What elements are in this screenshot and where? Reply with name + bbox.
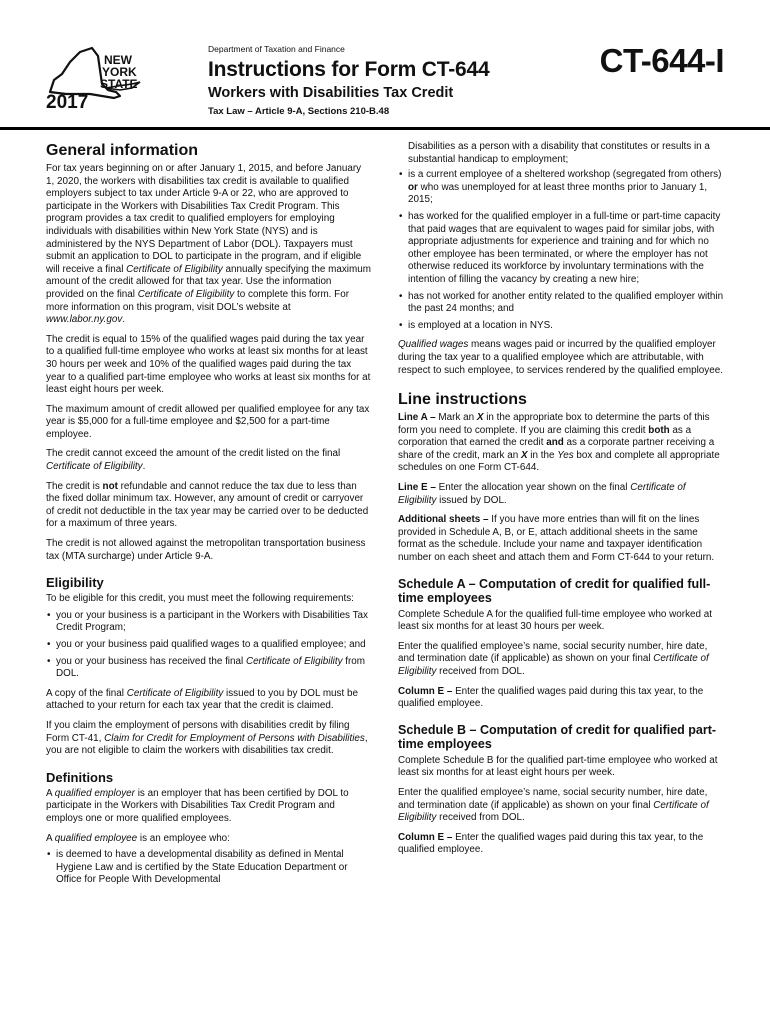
schedule-b-heading: Schedule B – Computation of credit for qualified part-time employees xyxy=(398,722,717,752)
list-item: • has worked for the qualified employer in a full-time or part-time capacity that paid wages that are equivalent to wages paid for similar jobs, with appropriate adjustments for experience and training and for which no other employee has been terminated, or where the employer has not otherwise reduced its workforce by involuntary terminations with the intention of filling the vacancy by creating a new hire; xyxy=(398,211,724,287)
definition-qualified-employee: A qualified employee is an employee who: xyxy=(46,832,230,844)
svg-text:NEW: NEW xyxy=(104,53,132,67)
eligibility-list xyxy=(46,610,372,681)
list-item: • you or your business is a participant in the Workers with Disabilities Tax Credit Program; xyxy=(46,610,372,635)
form-number: CT-644-I xyxy=(599,42,724,79)
eligibility-paragraph-3: If you claim the employment of persons with disabilities credit by filing Form CT-41, Claim for Credit for Employment of Persons with Disabilities, you are not eligible to claim the workers with disabilities tax credit. xyxy=(46,719,368,757)
line-a-instruction: Line A – Mark an X in the appropriate box to determine the parts of this form you need to complete. If you are claiming this credit both as a corporation that earned the credit and as a corporate partner receiving a share of the credit, mark an X in the Yes box and complete all appropriate schedules on one Form CT-644. xyxy=(398,412,720,474)
schedule-b-paragraph-2: Enter the qualified employee’s name, social security number, hire date, and termination date (if applicable) as shown on your final Certificate of Eligibility received from DOL. xyxy=(398,786,709,824)
eligibility-paragraph-2: A copy of the final Certificate of Eligibility issued to you by DOL must be attached to your return for each tax year that the credit is claimed. xyxy=(46,687,358,712)
line-instructions-heading: Line instructions xyxy=(398,391,527,409)
list-item: • you or your business has received the final Certificate of Eligibility from DOL. xyxy=(46,656,372,681)
general-paragraph-6: The credit is not allowed against the metropolitan transportation business tax (MTA surcharge) under Article 9-A. xyxy=(46,538,366,562)
definition-qualified-wages: Qualified wages means wages paid or incurred by the qualified employer during the tax year to a qualified employee which are attributable, with respect to such employee, to services rendered by the qualified employee. xyxy=(398,339,723,376)
general-information-heading: General information xyxy=(46,142,199,159)
page-title: Instructions for Form CT-644 xyxy=(208,58,490,81)
right-column xyxy=(398,141,724,864)
list-item: • has not worked for another entity related to the qualified employer within the past 24 months; and xyxy=(398,291,724,316)
general-paragraph-1: For tax years beginning on or after January 1, 2015, and before January 1, 2020, the workers with disabilities tax credit is available to qualified employers subject to tax under Article 9-A or 22, who are approved to participate in the Workers with Disabilities Tax Credit Program. This program provides a tax credit to qualified employers for employing individuals with disabilities within New York State (NYS) and is administered by the NYS Department of Labor (DOL). Taxpayers must submit an application to DOL to participate in the program, and if eligible will receive a final Certificate of Eligibility annually specifying the maximum amount of the credit allowed for that tax year. Use the information provided on the final Certificate of Eligibility to complete this form. For more information on this program, visit DOL’s website at www.labor.ny.gov. xyxy=(46,163,371,326)
list-item: • is employed at a location in NYS. xyxy=(398,320,724,333)
qualified-employee-list-continued xyxy=(398,169,724,332)
general-paragraph-4: The credit cannot exceed the amount of the credit listed on the final Certificate of Eligibility. xyxy=(46,448,341,473)
schedule-a-heading: Schedule A – Computation of credit for qualified full-time employees xyxy=(398,576,711,606)
list-item: • you or your business paid qualified wages to a qualified employee; and xyxy=(46,639,372,652)
line-e-instruction: Line E – Enter the allocation year shown on the final Certificate of Eligibility issued by DOL. xyxy=(398,482,686,506)
schedule-b-paragraph-1: Complete Schedule B for the qualified part-time employee who worked at least six months for at least eight hours per week. xyxy=(398,754,718,779)
svg-text:YORK: YORK xyxy=(102,65,137,79)
eligibility-intro: To be eligible for this credit, you must meet the following requirements: xyxy=(46,593,354,605)
department-name: Department of Taxation and Finance xyxy=(208,44,345,54)
list-item-continued: Disabilities as a person with a disability that constitutes or results in a substantial handicap to employment; xyxy=(408,141,710,165)
schedule-a-paragraph-1: Complete Schedule A for the qualified full-time employee who worked at least six months for at least 30 hours per week. xyxy=(398,608,712,633)
list-item: • is a current employee of a sheltered workshop (segregated from others) or who was unemployed for at least three months prior to January 1, 2015; xyxy=(398,169,724,207)
schedule-a-column-e: Column E – Enter the qualified wages paid during this tax year, to the qualified employee. xyxy=(398,685,704,710)
left-column xyxy=(46,134,372,894)
svg-text:STATE: STATE xyxy=(100,77,138,91)
tax-year: 2017 xyxy=(46,92,89,113)
definitions-heading: Definitions xyxy=(46,769,114,785)
additional-sheets-instruction: Additional sheets – If you have more entries than will fit on the lines provided in Schedule A, B, or E, attach additional sheets in the same format as the schedule. Include your name and taxpayer identification number on each sheet and attach them and Form CT-644 to your return. xyxy=(398,514,715,564)
schedule-a-paragraph-2: Enter the qualified employee’s name, social security number, hire date, and termination date (if applicable) as shown on your final Certificate of Eligibility received from DOL. xyxy=(398,640,709,677)
general-paragraph-2: The credit is equal to 15% of the qualified wages paid during the tax year to a qualified full-time employee who works at least six months for at least 30 hours per week and 10% of the qualified wages paid during the tax year to a qualified part-time employee who works at least six months for at least eight hours per week. xyxy=(46,333,371,396)
tax-law-reference: Tax Law – Article 9-A, Sections 210-B.48 xyxy=(208,106,390,117)
dol-website-link[interactable]: www.labor.ny.gov xyxy=(46,314,123,326)
schedule-b-column-e: Column E – Enter the qualified wages paid during this tax year, to the qualified employee. xyxy=(398,831,704,856)
eligibility-heading: Eligibility xyxy=(46,575,104,591)
definition-qualified-employer: A qualified employer is an employer that has been certified by DOL to participate in the Workers with Disabilities Tax Credit Program and employs one or more qualified employees. xyxy=(46,787,349,824)
qualified-employee-list xyxy=(46,849,372,887)
header-divider xyxy=(0,127,770,130)
general-paragraph-5: The credit is not refundable and cannot reduce the tax due to less than the fixed dollar minimum tax. However, any amount of credit or carryover of credit not deductible in the tax year may be carried over to be deducted for a maximum of three years. xyxy=(46,480,369,530)
list-item: • is deemed to have a developmental disability as defined in Mental Hygiene Law and is certified by the State Education Department or Office for People With Developmental xyxy=(46,849,372,887)
page-subtitle: Workers with Disabilities Tax Credit xyxy=(208,85,454,101)
general-paragraph-3: The maximum amount of credit allowed per qualified employee for any tax year is $5,000 for a full-time employee and $2,500 for a part-time employee. xyxy=(46,403,370,440)
